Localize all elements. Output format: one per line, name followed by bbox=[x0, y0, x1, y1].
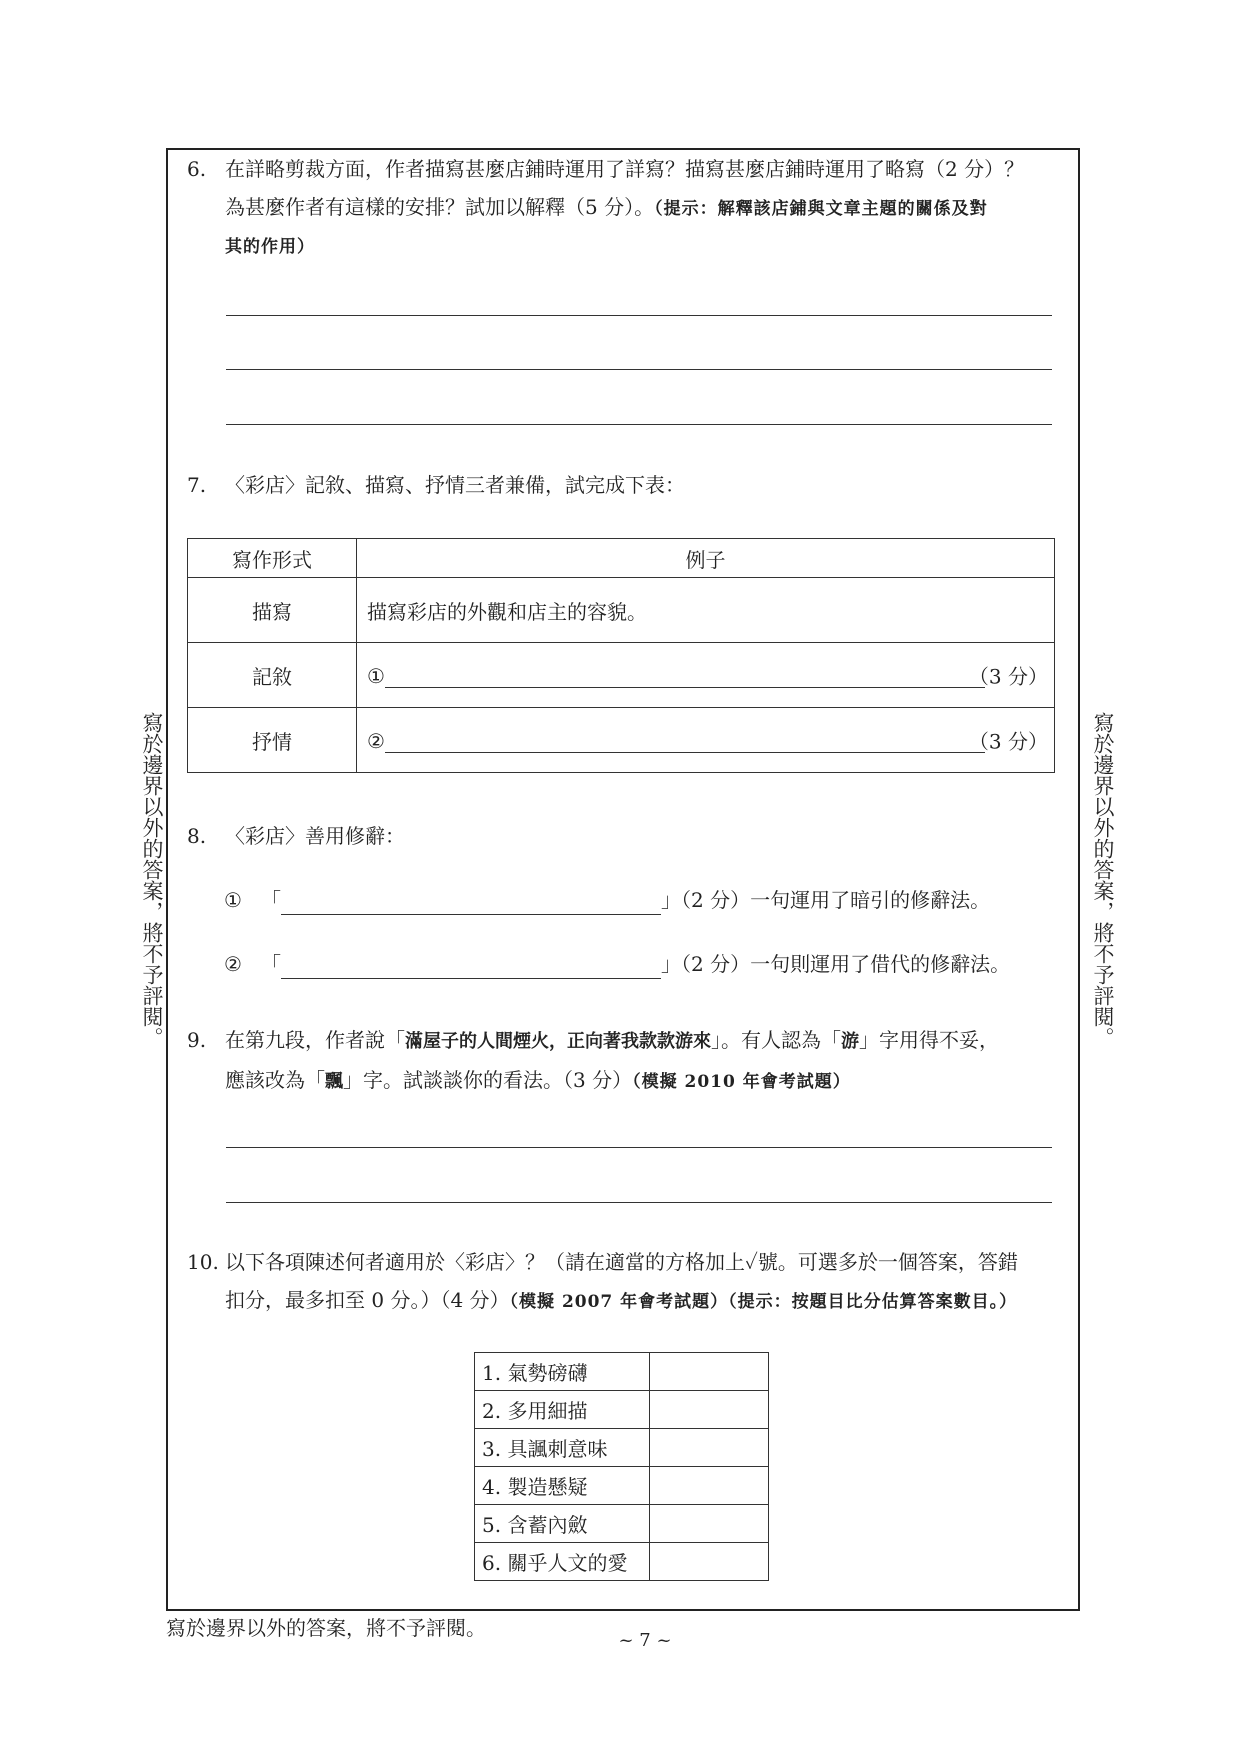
open-quote: 「 bbox=[261, 888, 282, 912]
text-span: 應該改為「 bbox=[225, 1068, 325, 1092]
example-cell bbox=[357, 708, 1055, 773]
question-number: 7. bbox=[187, 473, 207, 497]
table-header: 寫作形式 bbox=[188, 539, 357, 578]
question-line-2-text: 為甚麼作者有這樣的安排？試加以解釋（5 分）。 bbox=[225, 195, 655, 219]
question-text bbox=[225, 1021, 999, 1101]
question-hint: （模擬 2007 年會考試題）（提示：按題目比分估算答案數目。） bbox=[509, 1292, 1018, 1312]
answer-line[interactable] bbox=[226, 315, 1052, 316]
option-label: 6. 關乎人文的愛 bbox=[475, 1543, 650, 1581]
text-span: 扣分，最多扣至 0 分。）（4 分） bbox=[225, 1288, 510, 1312]
answer-line[interactable] bbox=[226, 1202, 1052, 1203]
rhetoric-item-2 bbox=[224, 949, 1010, 979]
text-span: 」字用得不妥， bbox=[859, 1028, 999, 1052]
page-number: ~ 7 ~ bbox=[618, 1630, 672, 1651]
option-label: 2. 多用細描 bbox=[475, 1391, 650, 1429]
question-number: 6. bbox=[187, 157, 207, 181]
text-span: 」字。試談談你的看法。（3 分） bbox=[343, 1068, 633, 1092]
score-label: （3 分） bbox=[968, 729, 1048, 754]
right-margin-note: 寫於邊界以外的答案，將不予評閱。 bbox=[1091, 712, 1115, 1048]
table-row bbox=[188, 643, 1055, 708]
circle-marker: ② bbox=[224, 952, 242, 976]
circle-marker: ① bbox=[367, 663, 385, 688]
question-text bbox=[225, 1243, 1018, 1321]
quoted-char: 飄 bbox=[325, 1071, 343, 1092]
table-row bbox=[188, 578, 1055, 643]
example-cell bbox=[357, 578, 1055, 643]
left-margin-note: 寫於邊界以外的答案，將不予評閱。 bbox=[140, 712, 164, 1048]
question-text bbox=[225, 150, 1024, 266]
question-number: 9. bbox=[187, 1028, 207, 1052]
table-row bbox=[475, 1391, 769, 1429]
footer-note: 寫於邊界以外的答案，將不予評閱。 bbox=[166, 1616, 486, 1640]
option-label: 5. 含蓄內斂 bbox=[475, 1505, 650, 1543]
answer-line[interactable] bbox=[226, 369, 1052, 370]
form-cell: 記敘 bbox=[188, 643, 357, 708]
table-row bbox=[475, 1505, 769, 1543]
rhetoric-item-1 bbox=[224, 885, 990, 915]
text-span: 在第九段，作者說「 bbox=[225, 1028, 405, 1052]
quoted-sentence: 滿屋子的人間煙火，正向著我款款游來 bbox=[405, 1031, 711, 1052]
question-number: 8. bbox=[187, 824, 207, 848]
table-row bbox=[475, 1543, 769, 1581]
question-hint: （模擬 2010 年會考試題） bbox=[632, 1072, 851, 1092]
check-box[interactable] bbox=[650, 1505, 769, 1543]
question-7 bbox=[187, 466, 1067, 506]
answer-blank[interactable] bbox=[385, 663, 985, 688]
rhetoric-text: 」（2 分）一句運用了暗引的修辭法。 bbox=[661, 888, 991, 912]
form-cell: 描寫 bbox=[188, 578, 357, 643]
answer-blank[interactable] bbox=[385, 728, 985, 753]
question-hint: （提示：解釋該店鋪與文章主題的關係及對 bbox=[654, 199, 988, 219]
question-line-2 bbox=[225, 1281, 1018, 1321]
table-header: 例子 bbox=[357, 539, 1055, 578]
answer-line[interactable] bbox=[226, 1147, 1052, 1148]
question-text: 〈彩店〉記敘、描寫、抒情三者兼備，試完成下表： bbox=[225, 473, 685, 497]
question-text: 〈彩店〉善用修辭： bbox=[225, 824, 405, 848]
table-row bbox=[475, 1467, 769, 1505]
question-9 bbox=[187, 1021, 1067, 1101]
score-label: （3 分） bbox=[968, 664, 1048, 689]
question-line-2 bbox=[225, 188, 1024, 228]
check-box[interactable] bbox=[650, 1353, 769, 1391]
answer-blank[interactable] bbox=[281, 890, 661, 915]
statement-checklist bbox=[474, 1352, 769, 1581]
option-label: 1. 氣勢磅礴 bbox=[475, 1353, 650, 1391]
rhetoric-text: 」（2 分）一句則運用了借代的修辭法。 bbox=[661, 952, 1011, 976]
question-line-1 bbox=[225, 1021, 999, 1061]
answer-line[interactable] bbox=[226, 424, 1052, 425]
question-hint-cont: 其的作用） bbox=[225, 237, 315, 257]
answer-blank[interactable] bbox=[281, 954, 661, 979]
question-6 bbox=[187, 150, 1067, 270]
text-span: 」。有人認為「 bbox=[711, 1028, 841, 1052]
check-box[interactable] bbox=[650, 1429, 769, 1467]
example-text: 描寫彩店的外觀和店主的容貌。 bbox=[367, 599, 647, 624]
question-8 bbox=[187, 817, 1067, 857]
check-box[interactable] bbox=[650, 1543, 769, 1581]
table-row bbox=[475, 1429, 769, 1467]
table-row bbox=[475, 1353, 769, 1391]
question-line-1: 以下各項陳述何者適用於〈彩店〉？（請在適當的方格加上✓號。可選多於一個答案，答錯 bbox=[225, 1250, 1018, 1274]
option-label: 4. 製造懸疑 bbox=[475, 1467, 650, 1505]
example-cell bbox=[357, 643, 1055, 708]
table-header-row bbox=[188, 539, 1055, 578]
table-row bbox=[188, 708, 1055, 773]
check-box[interactable] bbox=[650, 1467, 769, 1505]
quoted-char: 游 bbox=[841, 1031, 859, 1052]
question-line-2 bbox=[225, 1061, 999, 1101]
form-cell: 抒情 bbox=[188, 708, 357, 773]
question-line-1: 在詳略剪裁方面，作者描寫甚麼店鋪時運用了詳寫？描寫甚麼店鋪時運用了略寫（2 分）？ bbox=[225, 157, 1025, 181]
circle-marker: ② bbox=[367, 728, 385, 753]
question-10 bbox=[187, 1243, 1067, 1323]
question-number: 10. bbox=[187, 1250, 219, 1274]
circle-marker: ① bbox=[224, 888, 242, 912]
writing-forms-table bbox=[187, 538, 1055, 773]
check-box[interactable] bbox=[650, 1391, 769, 1429]
open-quote: 「 bbox=[261, 952, 282, 976]
option-label: 3. 具諷刺意味 bbox=[475, 1429, 650, 1467]
